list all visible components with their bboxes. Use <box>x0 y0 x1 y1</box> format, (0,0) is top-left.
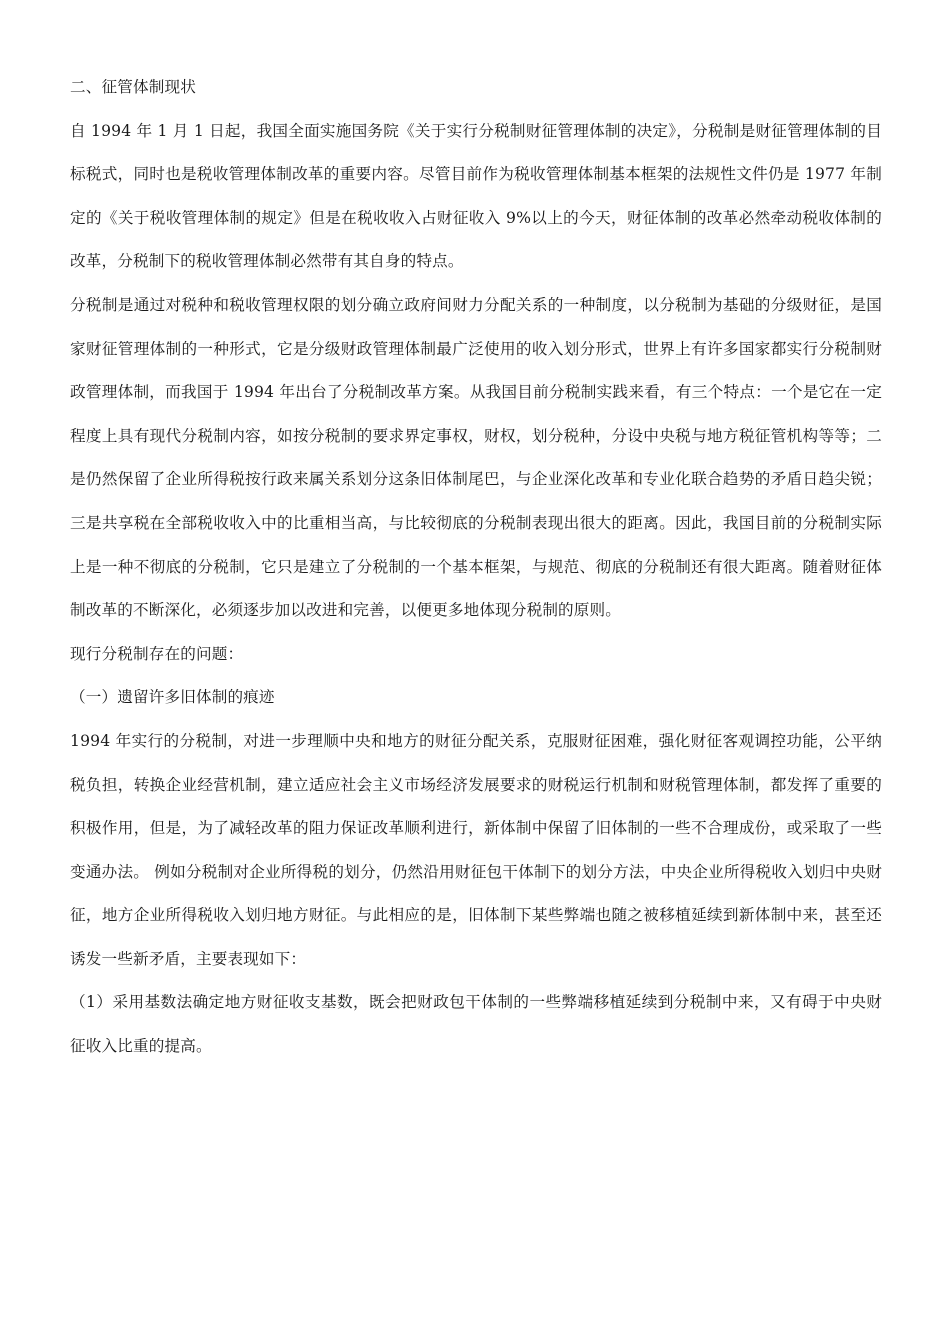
body-paragraph: 分税制是通过对税种和税收管理权限的划分确立政府间财力分配关系的一种制度，以分税制为基础的分级财征，是国家财征管理体制的一种形式，它是分级财政管理体制最广泛使用的收入划分形式，世界上有许多国家都实行分税制财政管理体制，而我国于 1994 年出台了分税制改革方案。从我国目前分税制实践来看，有三个特点：一个是它在一定程度上具有现代分税制内容，如按分税制的要求界定事权，财权，划分税种，分设中央税与地方税征管机构等等；二是仍然保留了企业所得税按行政来属关系划分这条旧体制尾巴，与企业深化改革和专业化联合趋势的矛盾日趋尖锐；三是共享税在全部税收收入中的比重相当高，与比较彻底的分税制表现出很大的距离。因此，我国目前的分税制实际上是一种不彻底的分税制，它只是建立了分税制的一个基本框架，与规范、彻底的分税制还有很大距离。随着财征体制改革的不断深化，必须逐步加以改进和完善，以便更多地体现分税制的原则。 <box>70 295 882 620</box>
subsection-heading: 现行分税制存在的问题： <box>70 644 244 663</box>
subsection-heading: （一）遗留许多旧体制的痕迹 <box>70 688 275 707</box>
body-paragraph: （1）采用基数法确定地方财征收支基数，既会把财政包干体制的一些弊端移植延续到分税制中来，又有碍于中央财征收入比重的提高。 <box>70 993 882 1056</box>
body-paragraph: 1994 年实行的分税制，对进一步理顺中央和地方的财征分配关系，克服财征困难，强化财征客观调控功能，公平纳税负担，转换企业经营机制，建立适应社会主义市场经济发展要求的财税运行机制和财税管理体制，都发挥了重要的积极作用，但是，为了减轻改革的阻力保证改革顺利进行，新体制中保留了旧体制的一些不合理成份，或采取了一些变通办法。 例如分税制对企业所得税的划分，仍然沿用财征包干体制下的划分方法，中央企业所得税收入划归中央财征，地方企业所得税收入划归地方财征。与此相应的是，旧体制下某些弊端也随之被移植延续到新体制中来，甚至还诱发一些新矛盾，主要表现如下： <box>70 731 882 968</box>
section-heading: 二、征管体制现状 <box>70 78 196 96</box>
document-body <box>70 66 882 1069</box>
body-paragraph: 自 1994 年 1 月 1 日起，我国全面实施国务院《关于实行分税制财征管理体制的决定》，分税制是财征管理体制的目标税式，同时也是税收管理体制改革的重要内容。尽管目前作为税收管理体制基本框架的法规性文件仍是 1977 年制定的《关于税收管理体制的规定》但是在税收收入占财征收入 9%以上的今天，财征体制的改革必然牵动税收体制的改革，分税制下的税收管理体制必然带有其自身的特点。 <box>70 121 882 271</box>
